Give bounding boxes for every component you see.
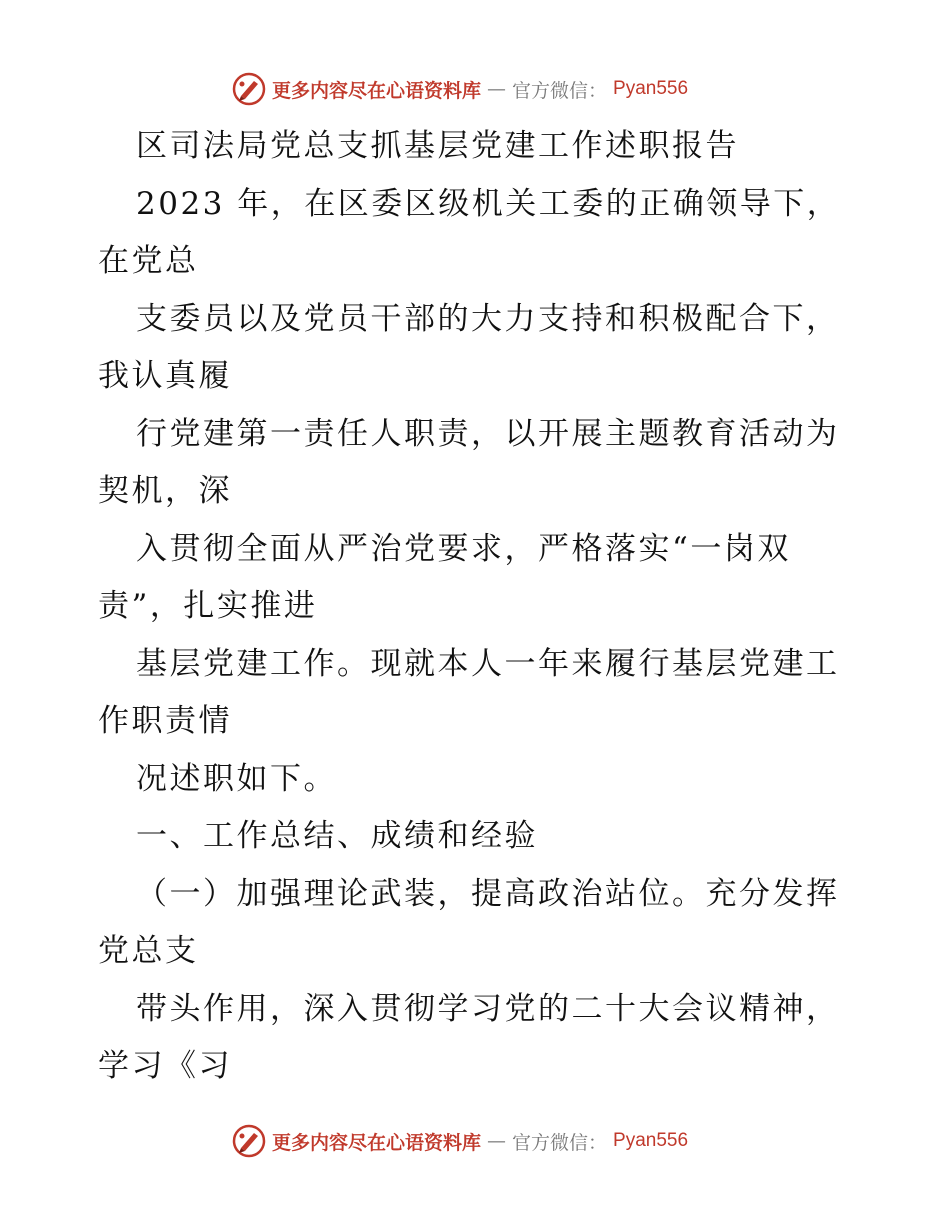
watermark-header (232, 72, 688, 106)
text-line: 党总支 (98, 933, 199, 969)
document-title: 区司法局党总支抓基层党建工作述职报告 (136, 128, 739, 164)
watermark-wechat-id: Pyan556 (613, 78, 689, 99)
watermark-wechat-id: Pyan556 (613, 1130, 689, 1151)
watermark-wechat-label: 官方微信： (512, 79, 608, 102)
text-line: 基层党建工作。现就本人一年来履行基层党建工 (136, 645, 840, 682)
pen-logo-icon (232, 72, 266, 106)
section-heading: 一、工作总结、成绩和经验 (136, 818, 538, 854)
watermark-wechat-label: 官方微信： (512, 1131, 608, 1154)
subsection-heading: （一）加强理论武装，提高政治站位。充分发挥 (136, 875, 840, 912)
text-line: 带头作用，深入贯彻学习党的二十大会议精神， (136, 990, 840, 1027)
text-line: 2023 年，在区委区级机关工委的正确领导下， (136, 185, 841, 222)
watermark-separator: — (487, 78, 507, 100)
text-line: 在党总 (98, 243, 199, 279)
watermark-site-text: 更多内容尽在心语资料库 (272, 79, 482, 102)
text-line: 作职责情 (98, 703, 232, 739)
pen-logo-icon (232, 1124, 266, 1158)
text-line: 学习《习 (98, 1048, 232, 1084)
text-line: 我认真履 (98, 358, 232, 394)
text-line: 况述职如下。 (136, 760, 337, 797)
text-line: 支委员以及党员干部的大力支持和积极配合下， (136, 300, 840, 337)
text-line: 契机，深 (98, 473, 232, 509)
watermark-separator: — (487, 1130, 507, 1152)
text-line: 行党建第一责任人职责，以开展主题教育活动为 (136, 415, 840, 452)
watermark-site-text: 更多内容尽在心语资料库 (272, 1131, 482, 1154)
text-line: 入贯彻全面从严治党要求，严格落实“一岗双 (136, 530, 791, 567)
watermark-footer (232, 1124, 688, 1158)
text-line: 责”，扎实推进 (98, 588, 318, 624)
document-body (98, 118, 898, 1096)
